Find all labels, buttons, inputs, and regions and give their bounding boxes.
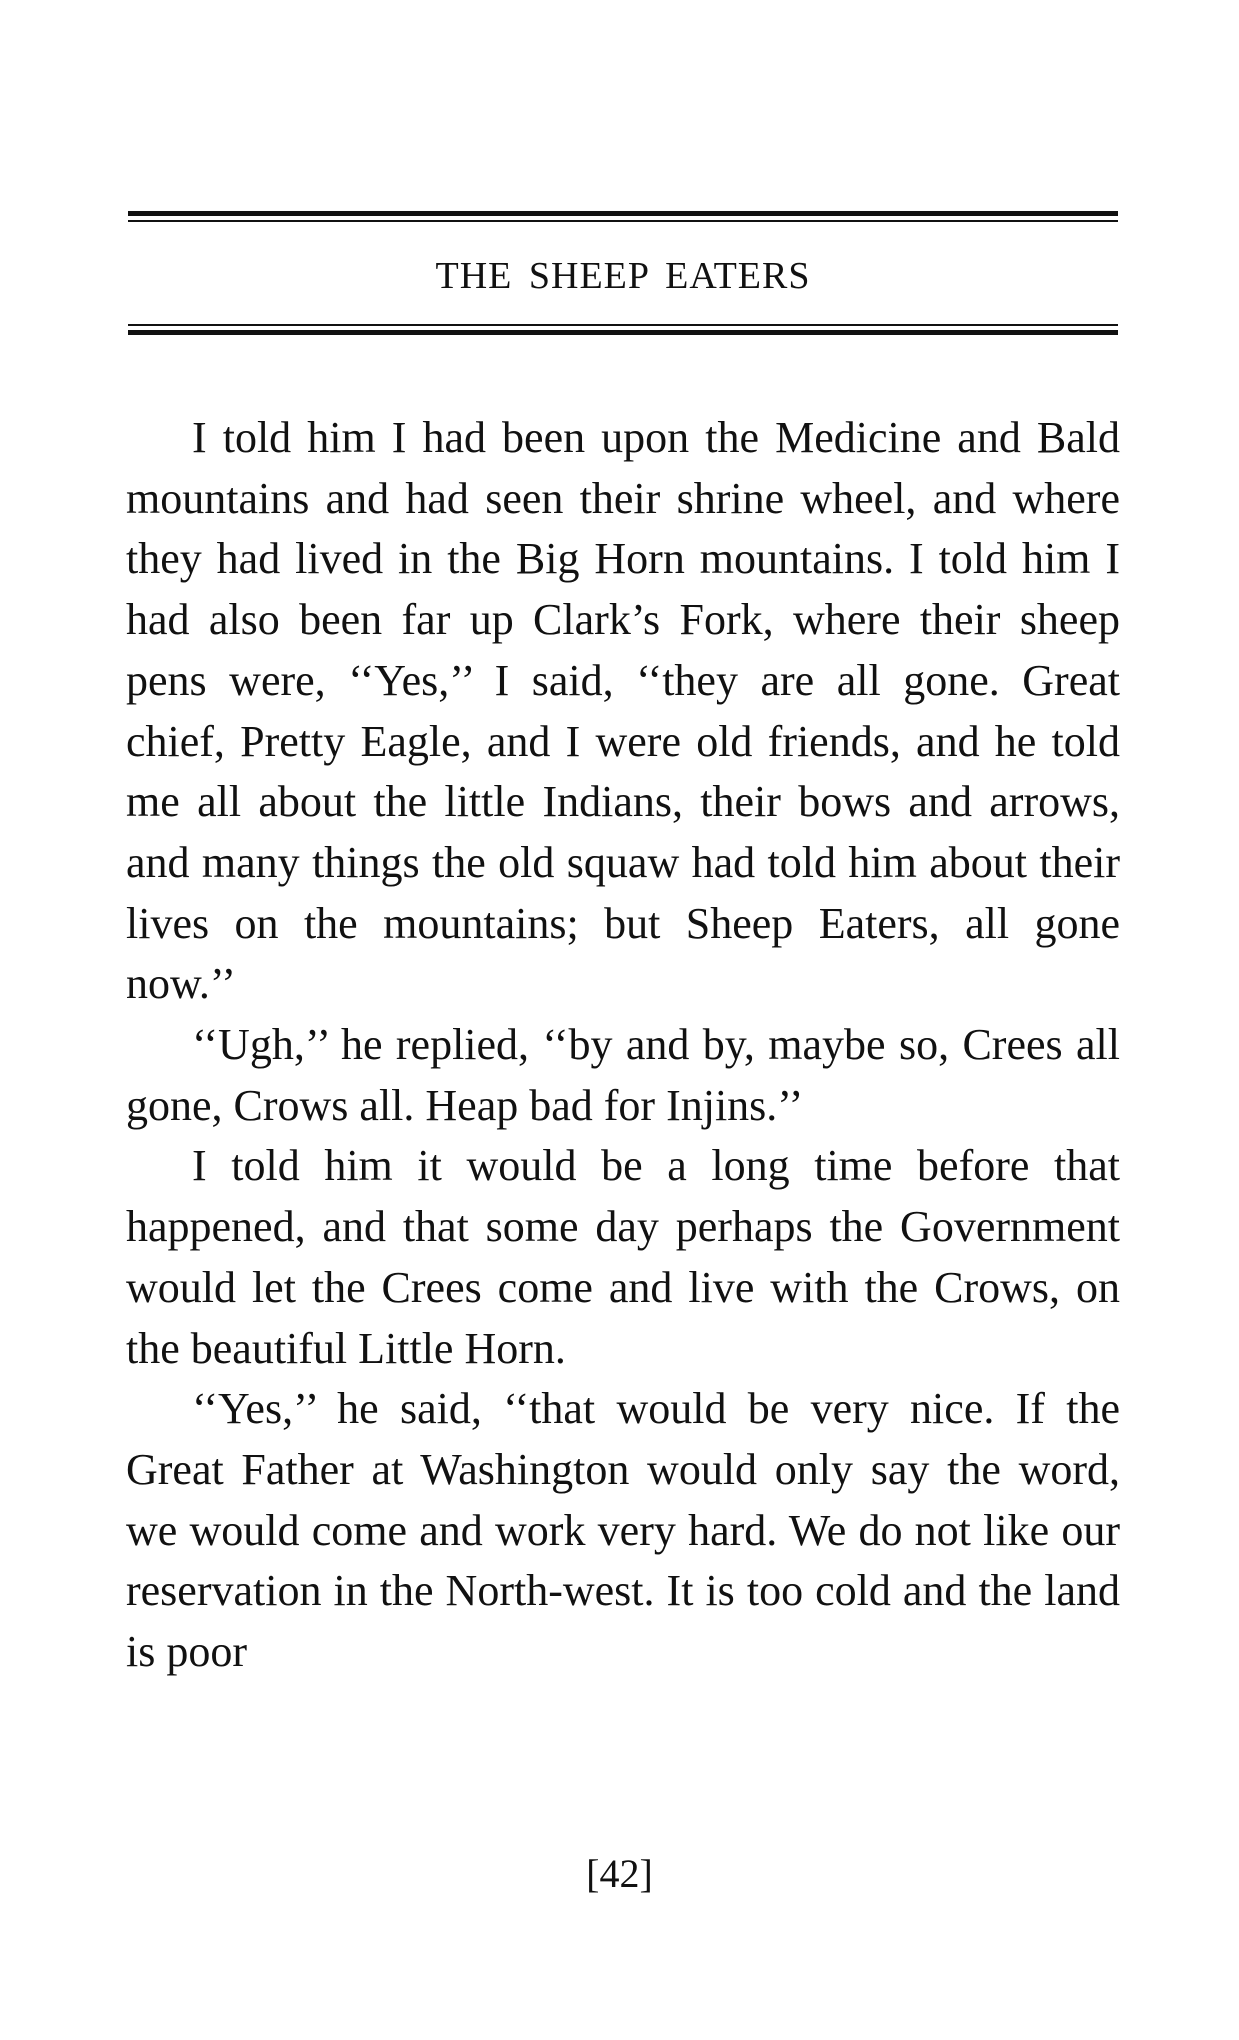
paragraph: ‘‘Ugh,’’ he replied, ‘‘by and by, maybe so, Crees all gone, Crows all. Heap bad for Injins.’’ [126, 1020, 1120, 1130]
running-head: THE SHEEP EATERS [435, 255, 811, 297]
page-number: [42] [586, 1851, 653, 1896]
thin-rule-line [128, 220, 1118, 222]
paragraph: I told him it would be a long time before that happened, and that some day perhaps the Government would let the Crees come and live with the Crows, on the beautiful Little Horn. [126, 1141, 1120, 1373]
thick-rule-line [128, 330, 1118, 335]
paragraph: I told him I had been upon the Medicine and Bald mountains and had seen their shrine wheel, and where they had lived in the Big Horn mountains. I told him I had also been far up Clark’s Fork, where their sheep pens were, ‘‘Yes,’’ I said, ‘‘they are all gone. Great chief, Pretty Eagle, and I were old friends, and he told me all about the little Indians, their bows and arrows, and many things the old squaw had told him about their lives on the mountains; but Sheep Eaters, all gone now.’’ [126, 413, 1120, 1009]
header-top-rule [128, 211, 1118, 222]
body-text [126, 408, 1120, 1683]
paragraph: ‘‘Yes,’’ he said, ‘‘that would be very nice. If the Great Father at Washington would only say the word, we would come and work very hard. We do not like our reservation in the North-west. It is too cold and the land is poor [126, 1384, 1120, 1677]
header-bottom-rule [128, 324, 1118, 335]
